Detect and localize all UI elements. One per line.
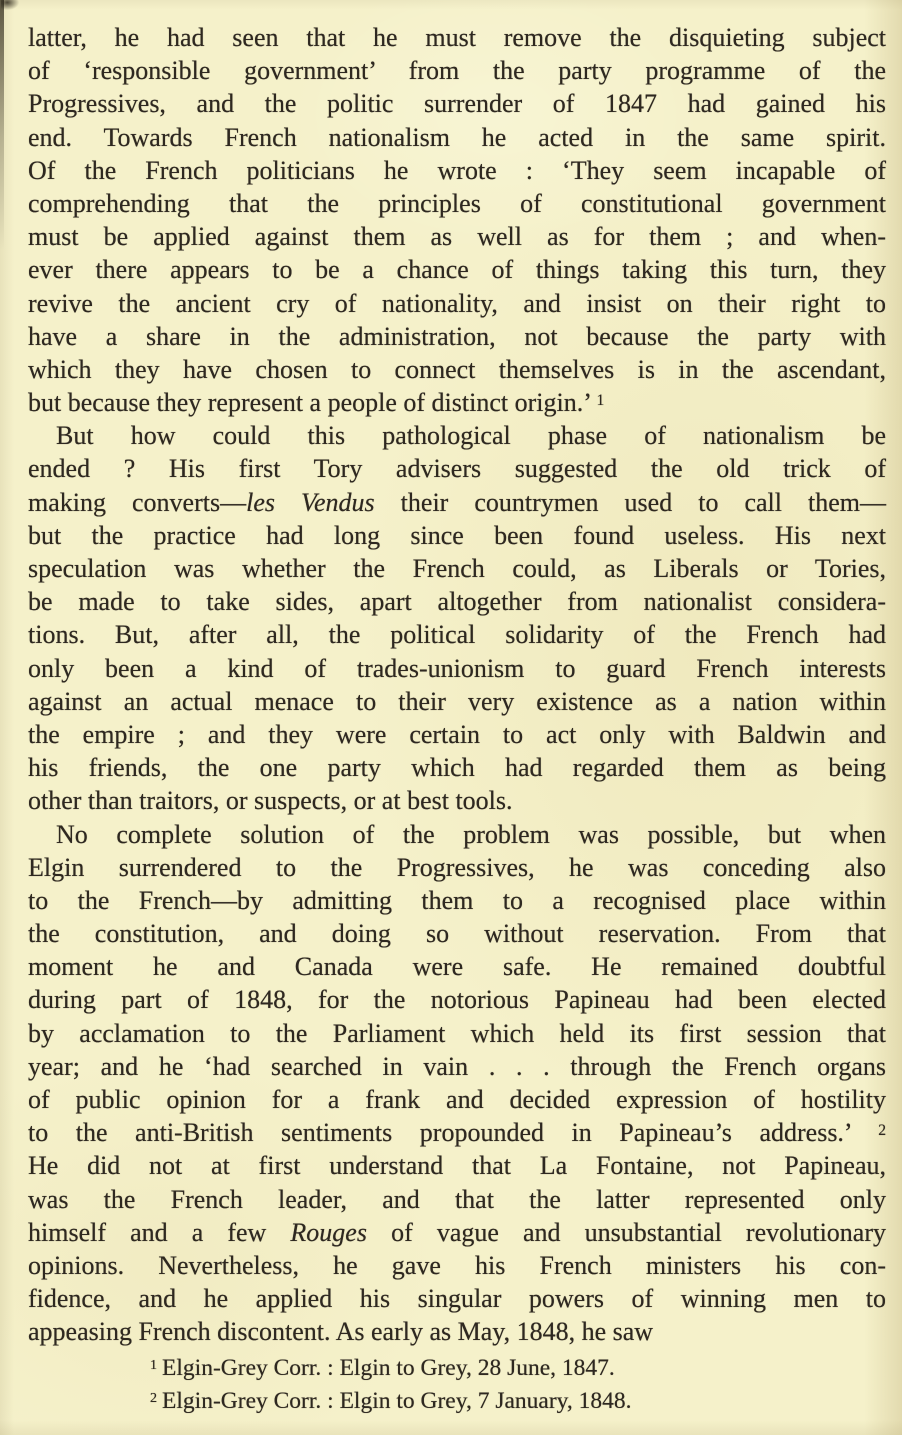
text-line [28,618,886,651]
text-segment: to the French—by admitting them to a recognised place within [28,885,886,915]
text-segment: speculation was whether the French could, as Liberals or Tories, [28,554,886,583]
text-segment: only been a kind of trades-unionism to guard French interests [28,653,886,683]
text-segment: ended ? His first Tory advisers suggested the old trick of [28,454,886,484]
footnote-marker: 2 [150,1390,158,1407]
text-line [28,452,886,485]
text-line [28,1315,886,1348]
text-segment: but the practice had long since been found useless. His next [28,520,886,550]
paragraph [28,21,886,419]
text-segment: Of the French politicians he wrote : ‘They seem incapable of [28,155,886,185]
text-segment: But how could this pathological phase of nationalism be [56,421,886,451]
text-segment: year; and he ‘had searched in vain . . . through the French organs [28,1051,886,1081]
text-segment: He did not at first understand that La Fontaine, not Papineau, [28,1151,886,1181]
footnotes [150,1352,850,1418]
text-segment: of public opinion for a frank and decided expression of hostility [28,1085,886,1114]
text-line [28,552,886,585]
text-segment: fidence, and he applied his singular powers of winning men to [28,1284,886,1314]
page-text [28,21,886,1349]
text-segment: his friends, the one party which had regarded them as being [28,753,886,783]
text-segment: their countrymen used to call them— [374,487,886,517]
scan-corner-blotch [1,0,19,10]
text-line [28,884,886,917]
paragraph [28,818,886,1349]
text-line [28,87,886,120]
text-line [28,54,886,87]
text-line [28,950,886,983]
text-line [28,1282,886,1315]
text-line [28,917,886,950]
text-line [28,353,886,386]
text-line [28,818,886,851]
text-line [28,1050,886,1083]
text-segment: end. Towards French nationalism he acted in the same spirit. [28,122,886,152]
text-line [28,1017,886,1050]
text-line [28,253,886,286]
text-segment: was the French leader, and that the latter represented only [28,1184,886,1214]
text-segment: himself and a few [28,1217,291,1247]
text-line [28,851,886,884]
text-line [28,983,886,1016]
text-line [28,154,886,187]
text-line [28,121,886,154]
text-segment: Progressives, and the politic surrender of 1847 had gained his [28,89,886,119]
text-line [28,1149,886,1182]
text-segment: tions. But, after all, the political solidarity of the French had [28,620,886,650]
text-line [28,220,886,253]
text-line [28,419,886,452]
text-line [28,718,886,751]
text-line [28,187,886,220]
text-segment: latter, he had seen that he must remove the disquieting subject [28,23,886,52]
text-line [28,1216,886,1249]
text-line [28,287,886,320]
text-line [28,1116,886,1149]
text-line [28,320,886,353]
text-line [28,1183,886,1216]
text-segment: by acclamation to the Parliament which held its first session that [28,1018,886,1048]
text-segment: opinions. Nevertheless, he gave his French ministers his con- [28,1250,886,1280]
text-segment: revive the ancient cry of nationality, and insist on their right to [28,288,886,318]
text-segment: making converts— [28,487,247,517]
text-segment: Elgin surrendered to the Progressives, he was conceding also [28,852,886,882]
footnote [150,1352,850,1385]
italic-phrase: les Vendus [246,487,375,517]
footnote-reference: 1 [596,391,605,409]
text-segment: No complete solution of the problem was possible, but when [56,819,886,849]
text-line [28,652,886,685]
text-segment: appeasing French discontent. As early as May, 1848, he saw [28,1317,654,1347]
text-segment: of vague and unsubstantial revolutionary [366,1217,886,1247]
text-segment: the constitution, and doing so without reservation. From that [28,919,886,949]
text-segment: which they have chosen to connect themselves is in the ascendant, [28,354,886,384]
text-line [28,519,886,552]
footnote-text: Elgin-Grey Corr. : Elgin to Grey, 7 January, 1848. [162,1388,632,1414]
text-segment: must be applied against them as well as for them ; and when- [28,222,886,252]
text-segment: against an actual menace to their very existence as a nation within [28,686,886,716]
text-segment: moment he and Canada were safe. He remained doubtful [28,952,886,982]
text-segment: to the anti-British sentiments propounded in Papineau’s address.’ [28,1118,879,1148]
text-segment: ever there appears to be a chance of things taking this turn, they [28,255,886,285]
text-segment: be made to take sides, apart altogether from nationalist considera- [28,587,886,617]
footnote [150,1385,850,1418]
text-segment: comprehending that the principles of constitutional government [28,188,886,218]
footnote-marker: 1 [150,1357,158,1374]
text-line [28,486,886,519]
italic-phrase: Rouges [290,1217,367,1247]
text-line [28,21,886,54]
text-line [28,751,886,784]
paragraph [28,419,886,817]
text-segment: of ‘responsible government’ from the party programme of the [28,56,886,86]
text-segment: the empire ; and they were certain to act only with Baldwin and [28,719,886,749]
scan-edge-shadow [0,0,4,250]
footnote-reference: 2 [878,1121,886,1139]
text-line [28,1083,886,1116]
text-segment: other than traitors, or suspects, or at best tools. [28,786,513,816]
text-segment: but because they represent a people of distinct origin.’ [28,388,597,418]
text-line [28,386,886,419]
text-segment: during part of 1848, for the notorious Papineau had been elected [28,985,886,1015]
text-line [28,1249,886,1282]
text-line [28,784,886,817]
text-line [28,685,886,718]
footnote-text: Elgin-Grey Corr. : Elgin to Grey, 28 June, 1847. [162,1355,615,1381]
text-line [28,585,886,618]
text-segment: have a share in the administration, not because the party with [28,321,886,351]
